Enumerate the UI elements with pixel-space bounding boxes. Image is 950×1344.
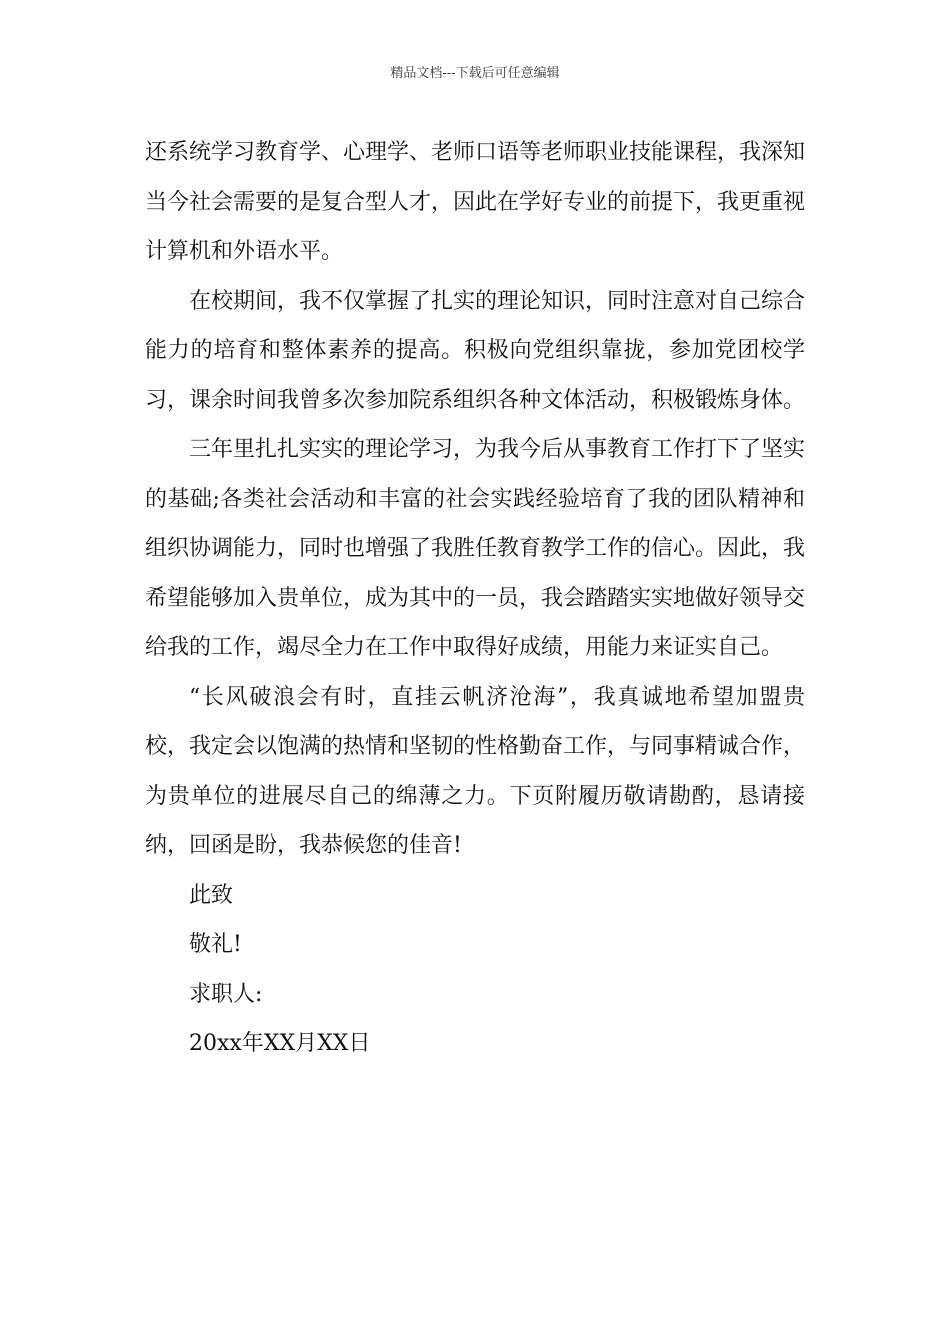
paragraph-4: “长风破浪会有时，直挂云帆济沧海”，我真诚地希望加盟贵校，我定会以饱满的热情和坚韧的性格勤奋工作，与同事精诚合作，为贵单位的进展尽自己的绵薄之力。下页附履历敬请勘酌，恳请接纳，回函是盼，我恭候您的佳音!: [145, 684, 806, 858]
closing-regards: 敬礼!: [189, 932, 242, 957]
paragraph-1: 还系统学习教育学、心理学、老师口语等老师职业技能课程，我深知当今社会需要的是复合型人才，因此在学好专业的前提下，我更重视计算机和外语水平。: [145, 140, 806, 264]
page-header: 精品文档---下载后可任意编辑: [390, 66, 560, 81]
closing-date: 20xx年XX月XX日: [189, 1031, 371, 1056]
letter-body: [145, 128, 805, 1069]
closing-applicant: 求职人:: [189, 981, 263, 1007]
paragraph-2: 在校期间，我不仅掌握了扎实的理论知识，同时注意对自己综合能力的培育和整体素养的提高。积极向党组织靠拢，参加党团校学习，课余时间我曾多次参加院系组织各种文体活动，积极锻炼身体。: [145, 288, 806, 413]
closing-salutation: 此致: [189, 882, 234, 908]
paragraph-3: 三年里扎扎实实的理论学习，为我今后从事教育工作打下了坚实的基础;各类社会活动和丰富的社会实践经验培育了我的团队精神和组织协调能力，同时也增强了我胜任教育教学工作的信心。因此，我希望能够加入贵单位，成为其中的一员，我会踏踏实实地做好领导交给我的工作，竭尽全力在工作中取得好成绩，用能力来证实自己。: [145, 437, 806, 660]
